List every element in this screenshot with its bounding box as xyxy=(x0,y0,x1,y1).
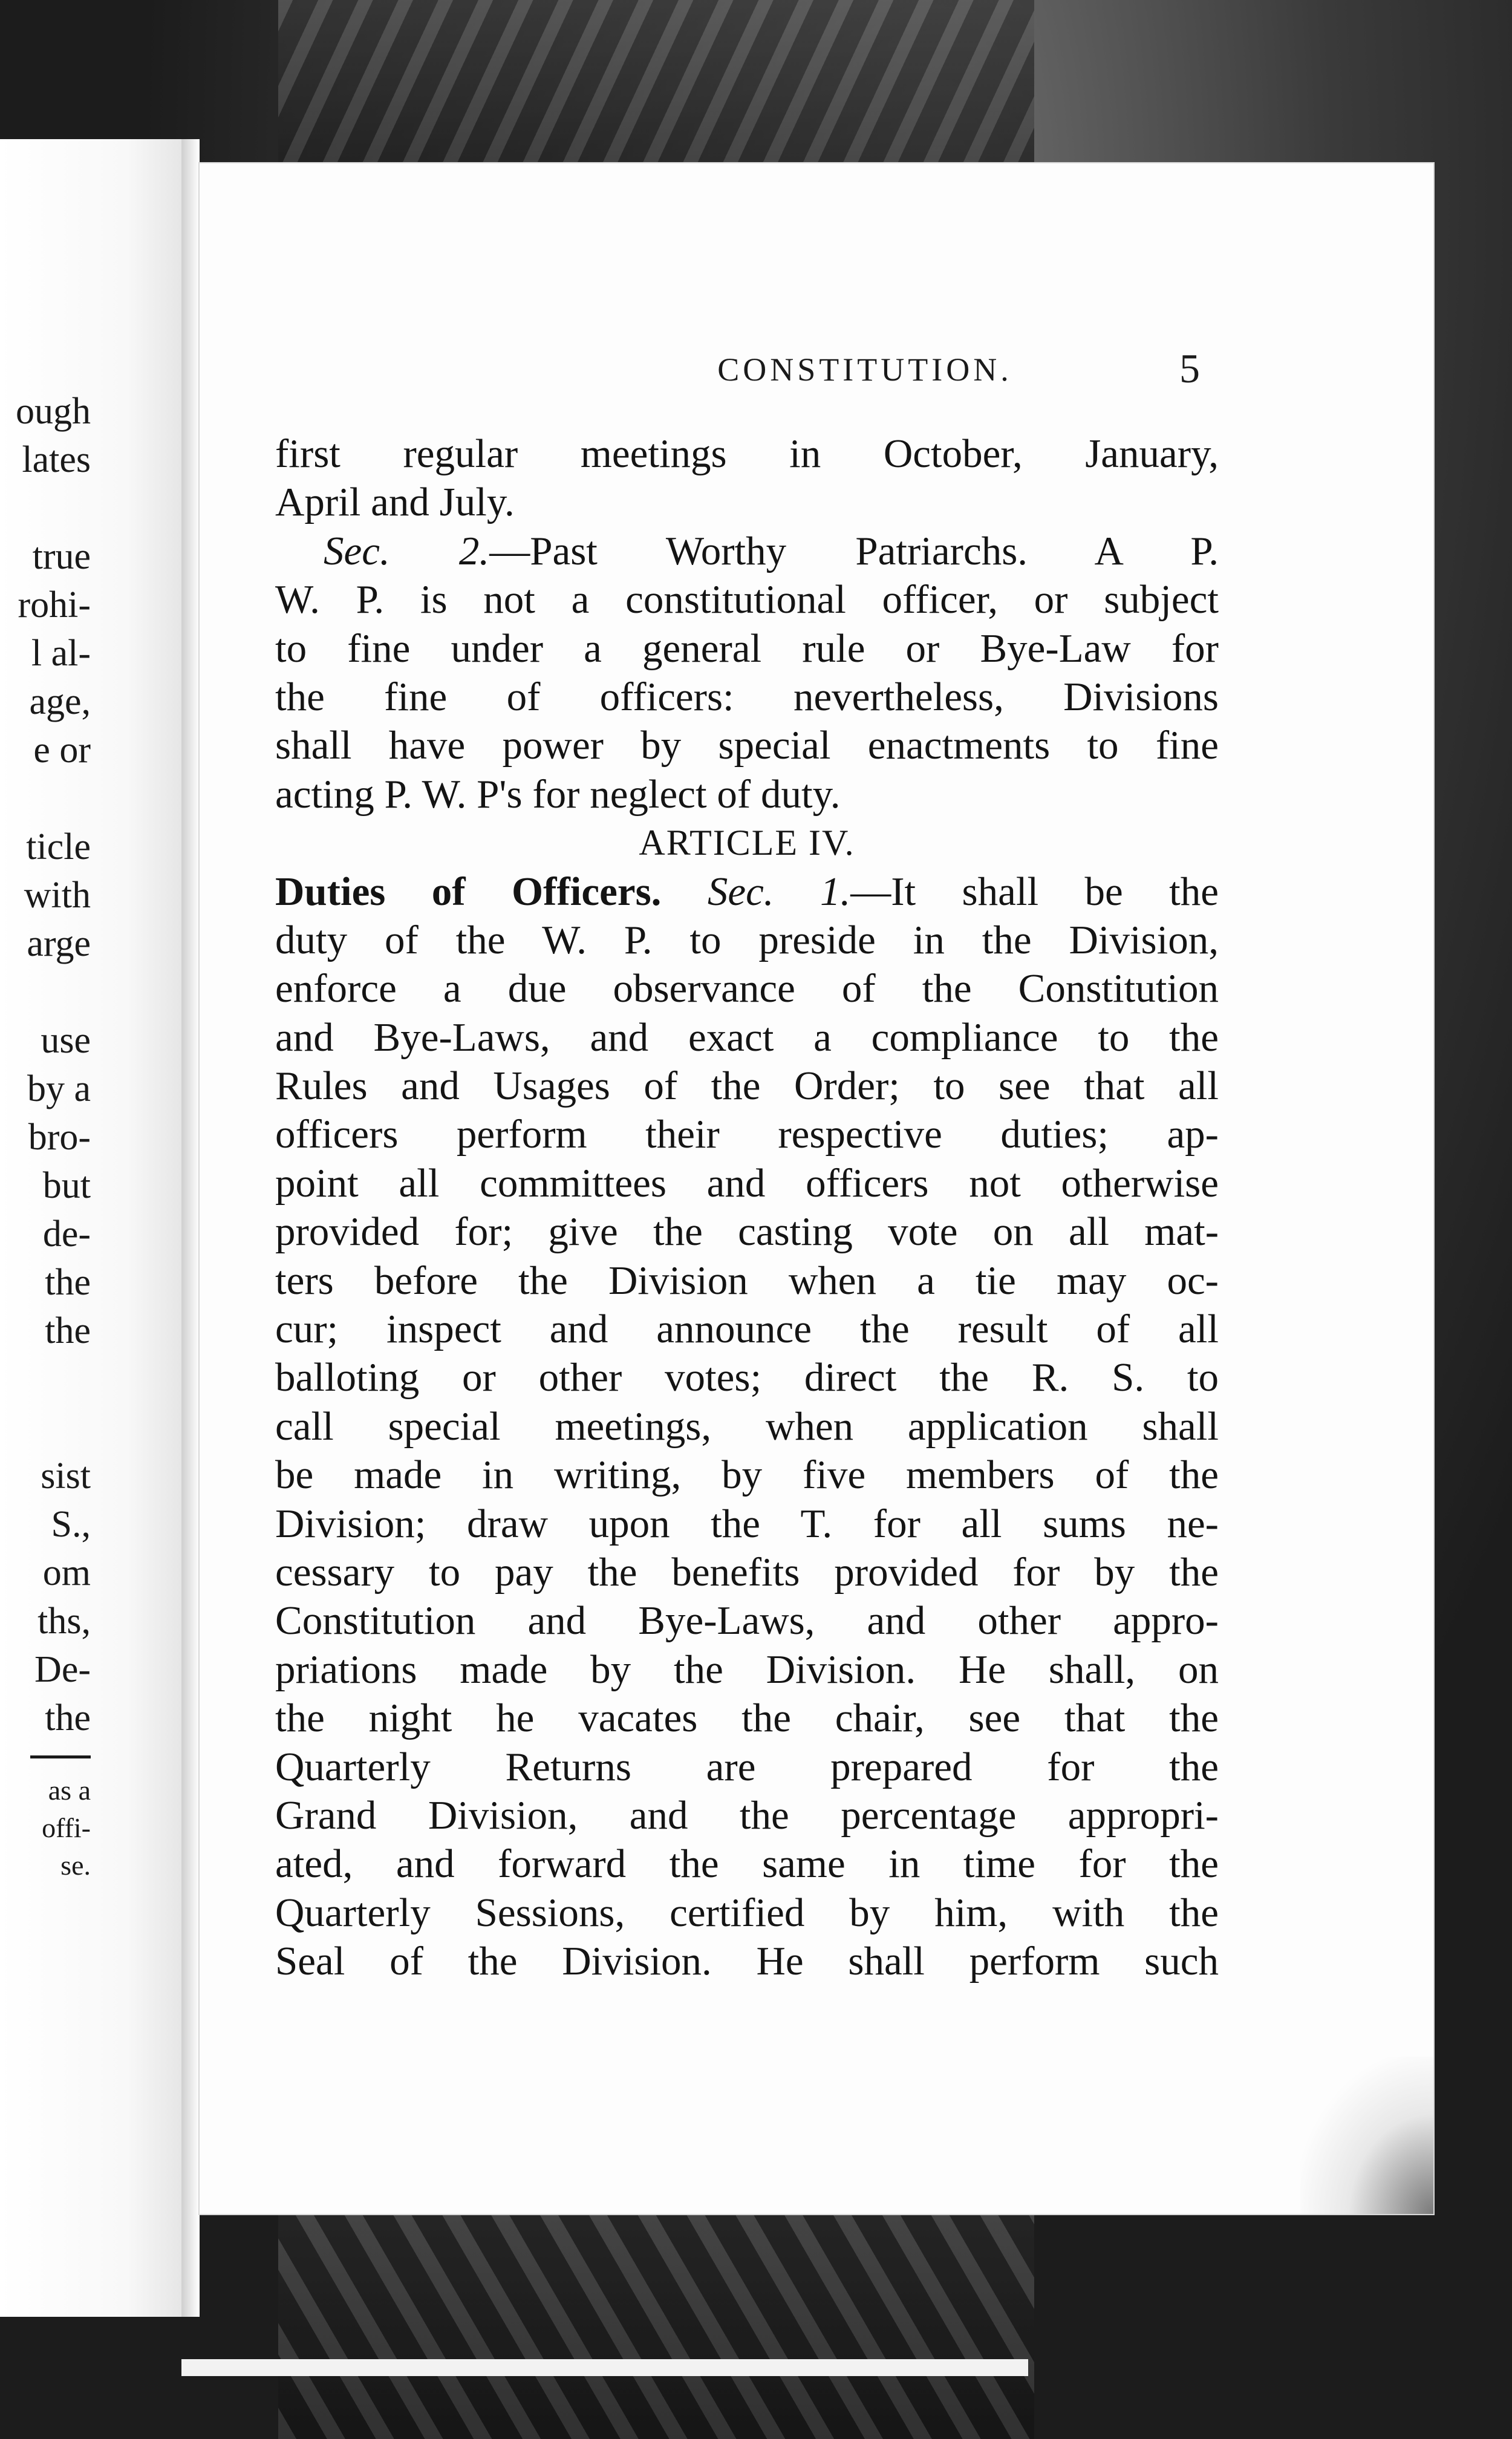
article-heading: ARTICLE IV. xyxy=(639,823,855,863)
line-text: Seal of the Division. He shall perform such xyxy=(275,1939,1219,1984)
page-number: 5 xyxy=(1179,345,1200,391)
line-text: first regular meetings in October, January, xyxy=(275,431,1219,476)
left-page-fragment: the xyxy=(45,1262,91,1303)
text-line xyxy=(275,770,1219,818)
left-page-fragment: age, xyxy=(29,681,91,722)
line-text: Quarterly Sessions, certified by him, with the xyxy=(275,1890,1219,1935)
left-page-rule xyxy=(30,1755,91,1758)
left-page-fragment: use xyxy=(41,1020,91,1061)
line-text: Rules and Usages of the Order; to see that all xyxy=(275,1063,1219,1109)
page-corner-shadow xyxy=(1300,2057,1433,2214)
text-line xyxy=(275,721,1219,769)
line-text: ated, and forward the same in time for the xyxy=(275,1841,1219,1887)
left-page-fragment: the xyxy=(45,1697,91,1739)
text-line xyxy=(275,673,1219,721)
line-text: duty of the W. P. to preside in the Division, xyxy=(275,917,1219,962)
left-page-footnote-fragment: offi- xyxy=(42,1812,91,1843)
left-page-fragment: true xyxy=(32,536,91,577)
left-page-fragment: by a xyxy=(27,1068,91,1109)
line-text: W. P. is not a constitutional officer, or subject xyxy=(275,577,1219,622)
text-line xyxy=(275,624,1219,673)
line-text: point all committees and officers not otherwise xyxy=(275,1160,1219,1206)
left-page-fragment: lates xyxy=(22,439,91,480)
line-text: —Past Worthy Patriarchs. A P. xyxy=(489,528,1219,573)
left-page-fragment: rohi- xyxy=(18,584,91,625)
left-page-fragment xyxy=(0,1403,91,1452)
line-text: acting P. W. P's for neglect of duty. xyxy=(275,771,841,817)
cover-pattern-bottom xyxy=(278,2190,1034,2439)
left-page-fragment: ticle xyxy=(26,826,91,867)
left-page-text-fragments xyxy=(0,387,91,1884)
line-text: and Bye-Laws, and exact a compliance to the xyxy=(275,1014,1219,1060)
line-text: call special meetings, when application shall xyxy=(275,1403,1219,1449)
running-head: CONSTITUTION. xyxy=(717,351,1012,388)
text-line xyxy=(275,575,1219,624)
left-page-fragment: l al- xyxy=(31,633,91,674)
line-text: balloting or other votes; direct the R. S. to xyxy=(275,1355,1219,1400)
left-page-fragment: S., xyxy=(51,1504,91,1545)
line-text: enforce a due observance of the Constitution xyxy=(275,966,1219,1011)
line-text: officers perform their respective duties; ap- xyxy=(275,1112,1219,1157)
cover-pattern-top xyxy=(278,0,1034,169)
left-page-fragment: with xyxy=(24,875,91,916)
page-edge-strip xyxy=(181,2359,1028,2376)
line-text: Division; draw upon the T. for all sums ne- xyxy=(275,1501,1219,1546)
line-text: provided for; give the casting vote on all mat- xyxy=(275,1209,1219,1255)
left-page-fragment xyxy=(0,774,91,823)
line-text: the night he vacates the chair, see that the xyxy=(275,1696,1219,1741)
text-line xyxy=(275,1305,1219,1353)
line-text: cessary to pay the benefits provided for by the xyxy=(275,1549,1219,1595)
left-page-fragment: bro- xyxy=(28,1117,91,1158)
left-page-fragment: e or xyxy=(33,730,91,771)
left-page-fragment: but xyxy=(42,1165,91,1206)
text-line xyxy=(275,1937,1219,1985)
book-page xyxy=(200,163,1433,2214)
page-body-text xyxy=(275,429,1219,1986)
text-line xyxy=(275,478,1219,526)
line-text: shall have power by special enactments to fine xyxy=(275,723,1219,768)
text-line xyxy=(275,1596,1219,1645)
text-line xyxy=(275,1889,1219,1937)
line-text: Constitution and Bye-Laws, and other appro- xyxy=(275,1598,1219,1644)
left-page-fragment: the xyxy=(45,1310,91,1351)
line-text: priations made by the Division. He shall, on xyxy=(275,1647,1219,1692)
line-text: ters before the Division when a tie may oc- xyxy=(275,1258,1219,1303)
line-text: the fine of officers: nevertheless, Divisions xyxy=(275,674,1219,719)
line-text: Quarterly Returns are prepared for the xyxy=(275,1744,1219,1789)
text-line xyxy=(275,429,1219,478)
text-line xyxy=(275,916,1219,964)
text-line xyxy=(275,1013,1219,1062)
left-page-fragment xyxy=(0,1355,91,1403)
left-page-fragment xyxy=(0,484,91,532)
section-number: Sec. 2. xyxy=(324,528,490,573)
text-line xyxy=(275,1207,1219,1256)
text-line xyxy=(275,1500,1219,1548)
text-line xyxy=(275,964,1219,1013)
text-line xyxy=(275,1256,1219,1305)
left-page-fragment: sist xyxy=(41,1455,91,1497)
section-number: Sec. 1. xyxy=(707,869,851,914)
left-page-fragment: ths, xyxy=(37,1601,91,1642)
text-line xyxy=(275,1451,1219,1499)
left-page-fragment: om xyxy=(42,1552,91,1593)
text-line xyxy=(275,1694,1219,1742)
text-line xyxy=(275,1645,1219,1694)
text-line xyxy=(275,1353,1219,1402)
text-line xyxy=(275,1548,1219,1596)
left-page-fragment xyxy=(0,968,91,1016)
text-line xyxy=(275,1159,1219,1207)
left-page-fragment: de- xyxy=(42,1213,91,1255)
left-page-fragment: arge xyxy=(27,923,91,964)
text-line xyxy=(275,1743,1219,1791)
line-text: cur; inspect and announce the result of all xyxy=(275,1307,1219,1352)
text-line xyxy=(275,867,1219,916)
left-page-fragment: ough xyxy=(16,391,91,432)
text-line xyxy=(275,1840,1219,1888)
gutter xyxy=(181,139,200,2317)
text-line xyxy=(275,1402,1219,1451)
line-text: be made in writing, by five members of the xyxy=(275,1452,1219,1498)
left-page-footnote-fragment: se. xyxy=(60,1850,91,1881)
text-line xyxy=(275,527,1219,575)
text-line xyxy=(275,1062,1219,1110)
left-page-fragment: De- xyxy=(34,1649,91,1690)
text-line xyxy=(275,1791,1219,1840)
section-lead: Duties of Officers. xyxy=(275,869,662,914)
text-line xyxy=(275,1110,1219,1158)
left-page-footnote-fragment: as a xyxy=(48,1775,91,1806)
line-text: to fine under a general rule or Bye-Law for xyxy=(275,625,1219,671)
line-text: —It shall be the xyxy=(850,869,1219,914)
line-text: April and July. xyxy=(275,480,515,525)
line-text: Grand Division, and the percentage appropri- xyxy=(275,1792,1219,1838)
